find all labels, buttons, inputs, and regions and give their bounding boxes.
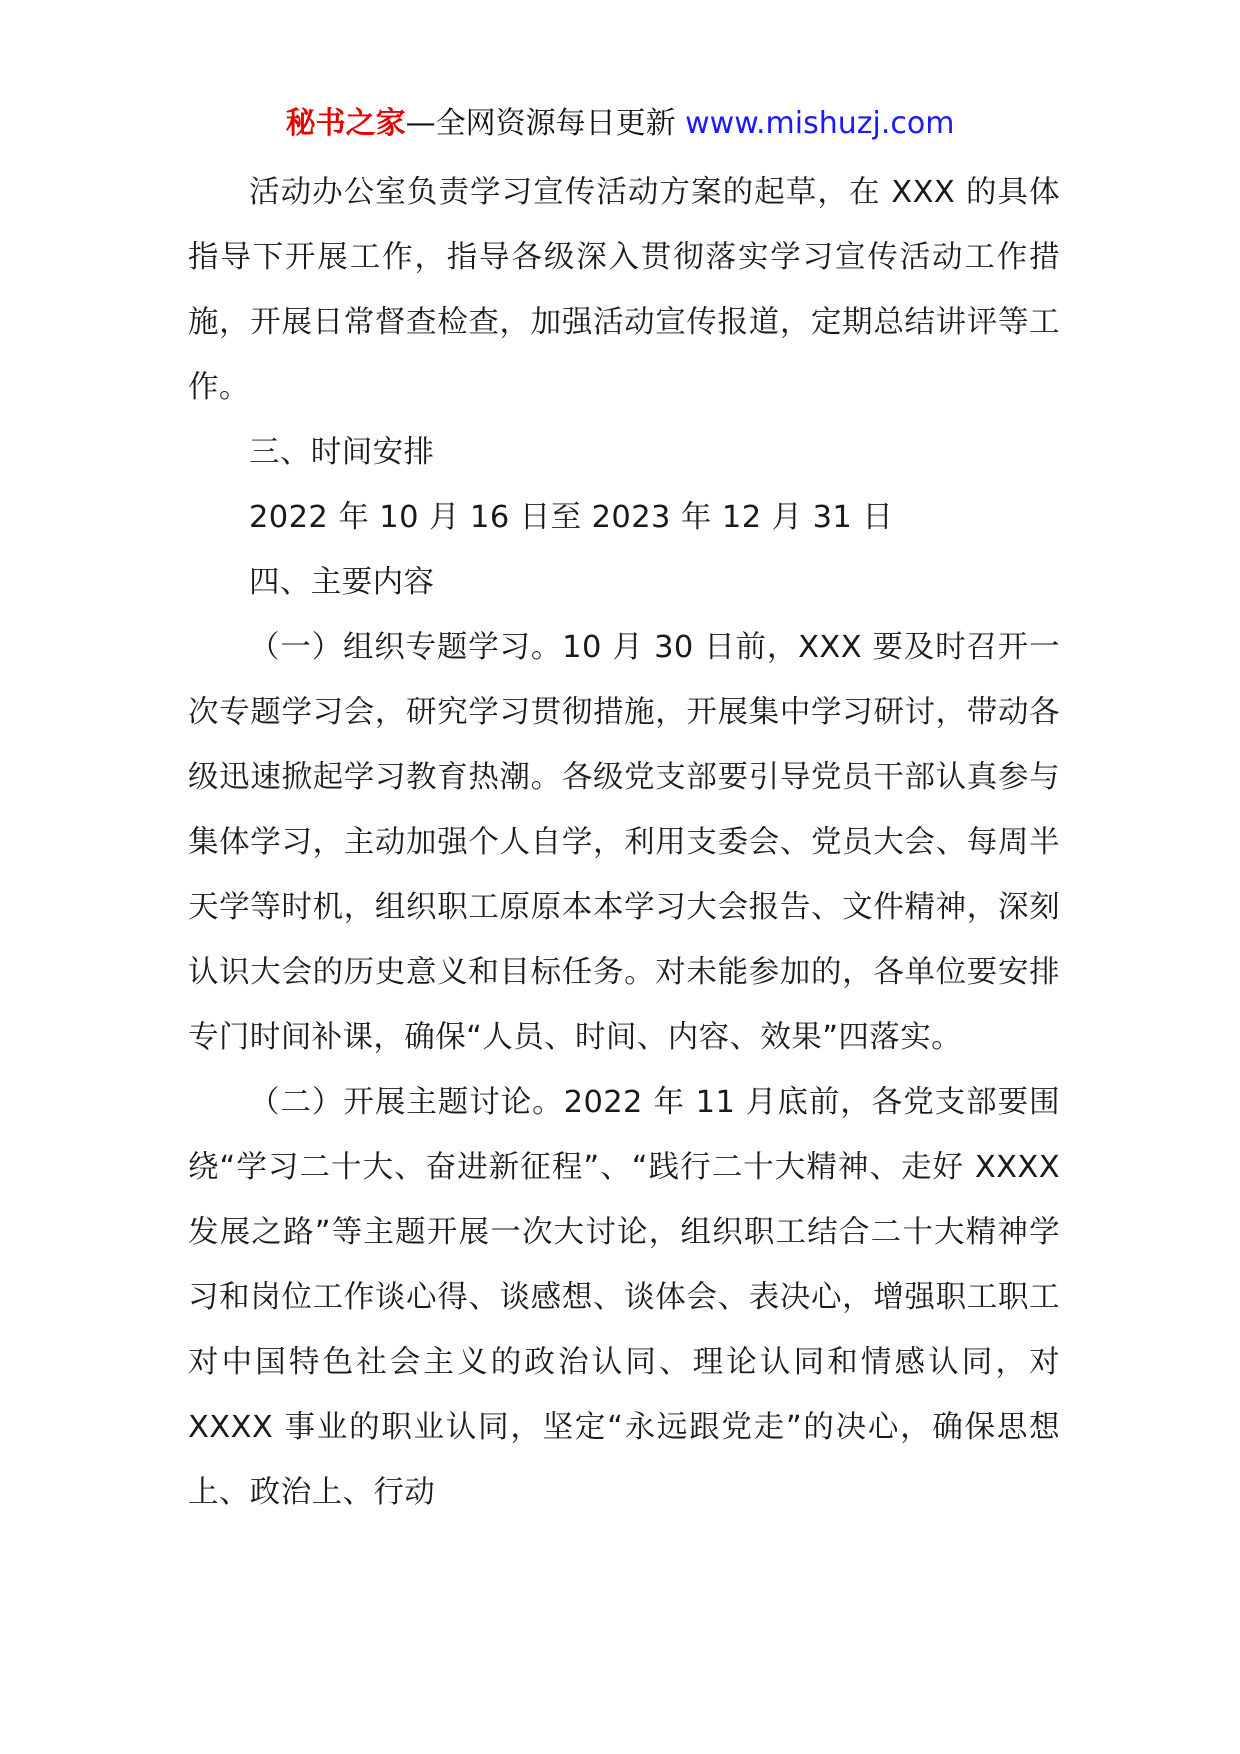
paragraph-theme-discussion: （二）开展主题讨论。2022 年 11 月底前，各党支部要围绕“学习二十大、奋进新征程”、“践行二十大精神、走好 XXXX 发展之路”等主题开展一次大讨论，组织职工结合二十大精神学习和岗位工作谈心得、谈感想、谈体会、表决心，增强职工职工对中国特色社会主义的政治认同、理论认同和情感认同，对 XXXX 事业的职业认同，坚定“永远跟党走”的决心，确保思想上、政治上、行动 (188, 1085, 1060, 1510)
paragraph-office-duties: 活动办公室负责学习宣传活动方案的起草，在 XXX 的具体指导下开展工作，指导各级深入贯彻落实学习宣传活动工作措施，开展日常督查检查，加强活动宣传报道，定期总结讲评等工作。 (188, 175, 1060, 405)
section-heading-main-content: 四、主要内容 (249, 565, 435, 600)
section-heading-schedule: 三、时间安排 (249, 435, 435, 470)
header-brand: 秘书之家 (285, 106, 406, 141)
schedule-date-range: 2022 年 10 月 16 日至 2023 年 12 月 31 日 (249, 500, 894, 535)
page-header (0, 104, 1240, 144)
header-tagline: —全网资源每日更新 (405, 106, 686, 141)
header-url-link[interactable]: www.mishuzj.com (685, 106, 955, 141)
document-body (188, 160, 1060, 1525)
paragraph-special-study: （一）组织专题学习。10 月 30 日前，XXX 要及时召开一次专题学习会，研究学习贯彻措施，开展集中学习研讨，带动各级迅速掀起学习教育热潮。各级党支部要引导党员干部认真参与集体学习，主动加强个人自学，利用支委会、党员大会、每周半天学等时机，组织职工原原本本学习大会报告、文件精神，深刻认识大会的历史意义和目标任务。对未能参加的，各单位要安排专门时间补课，确保“人员、时间、内容、效果”四落实。 (188, 630, 1060, 1055)
